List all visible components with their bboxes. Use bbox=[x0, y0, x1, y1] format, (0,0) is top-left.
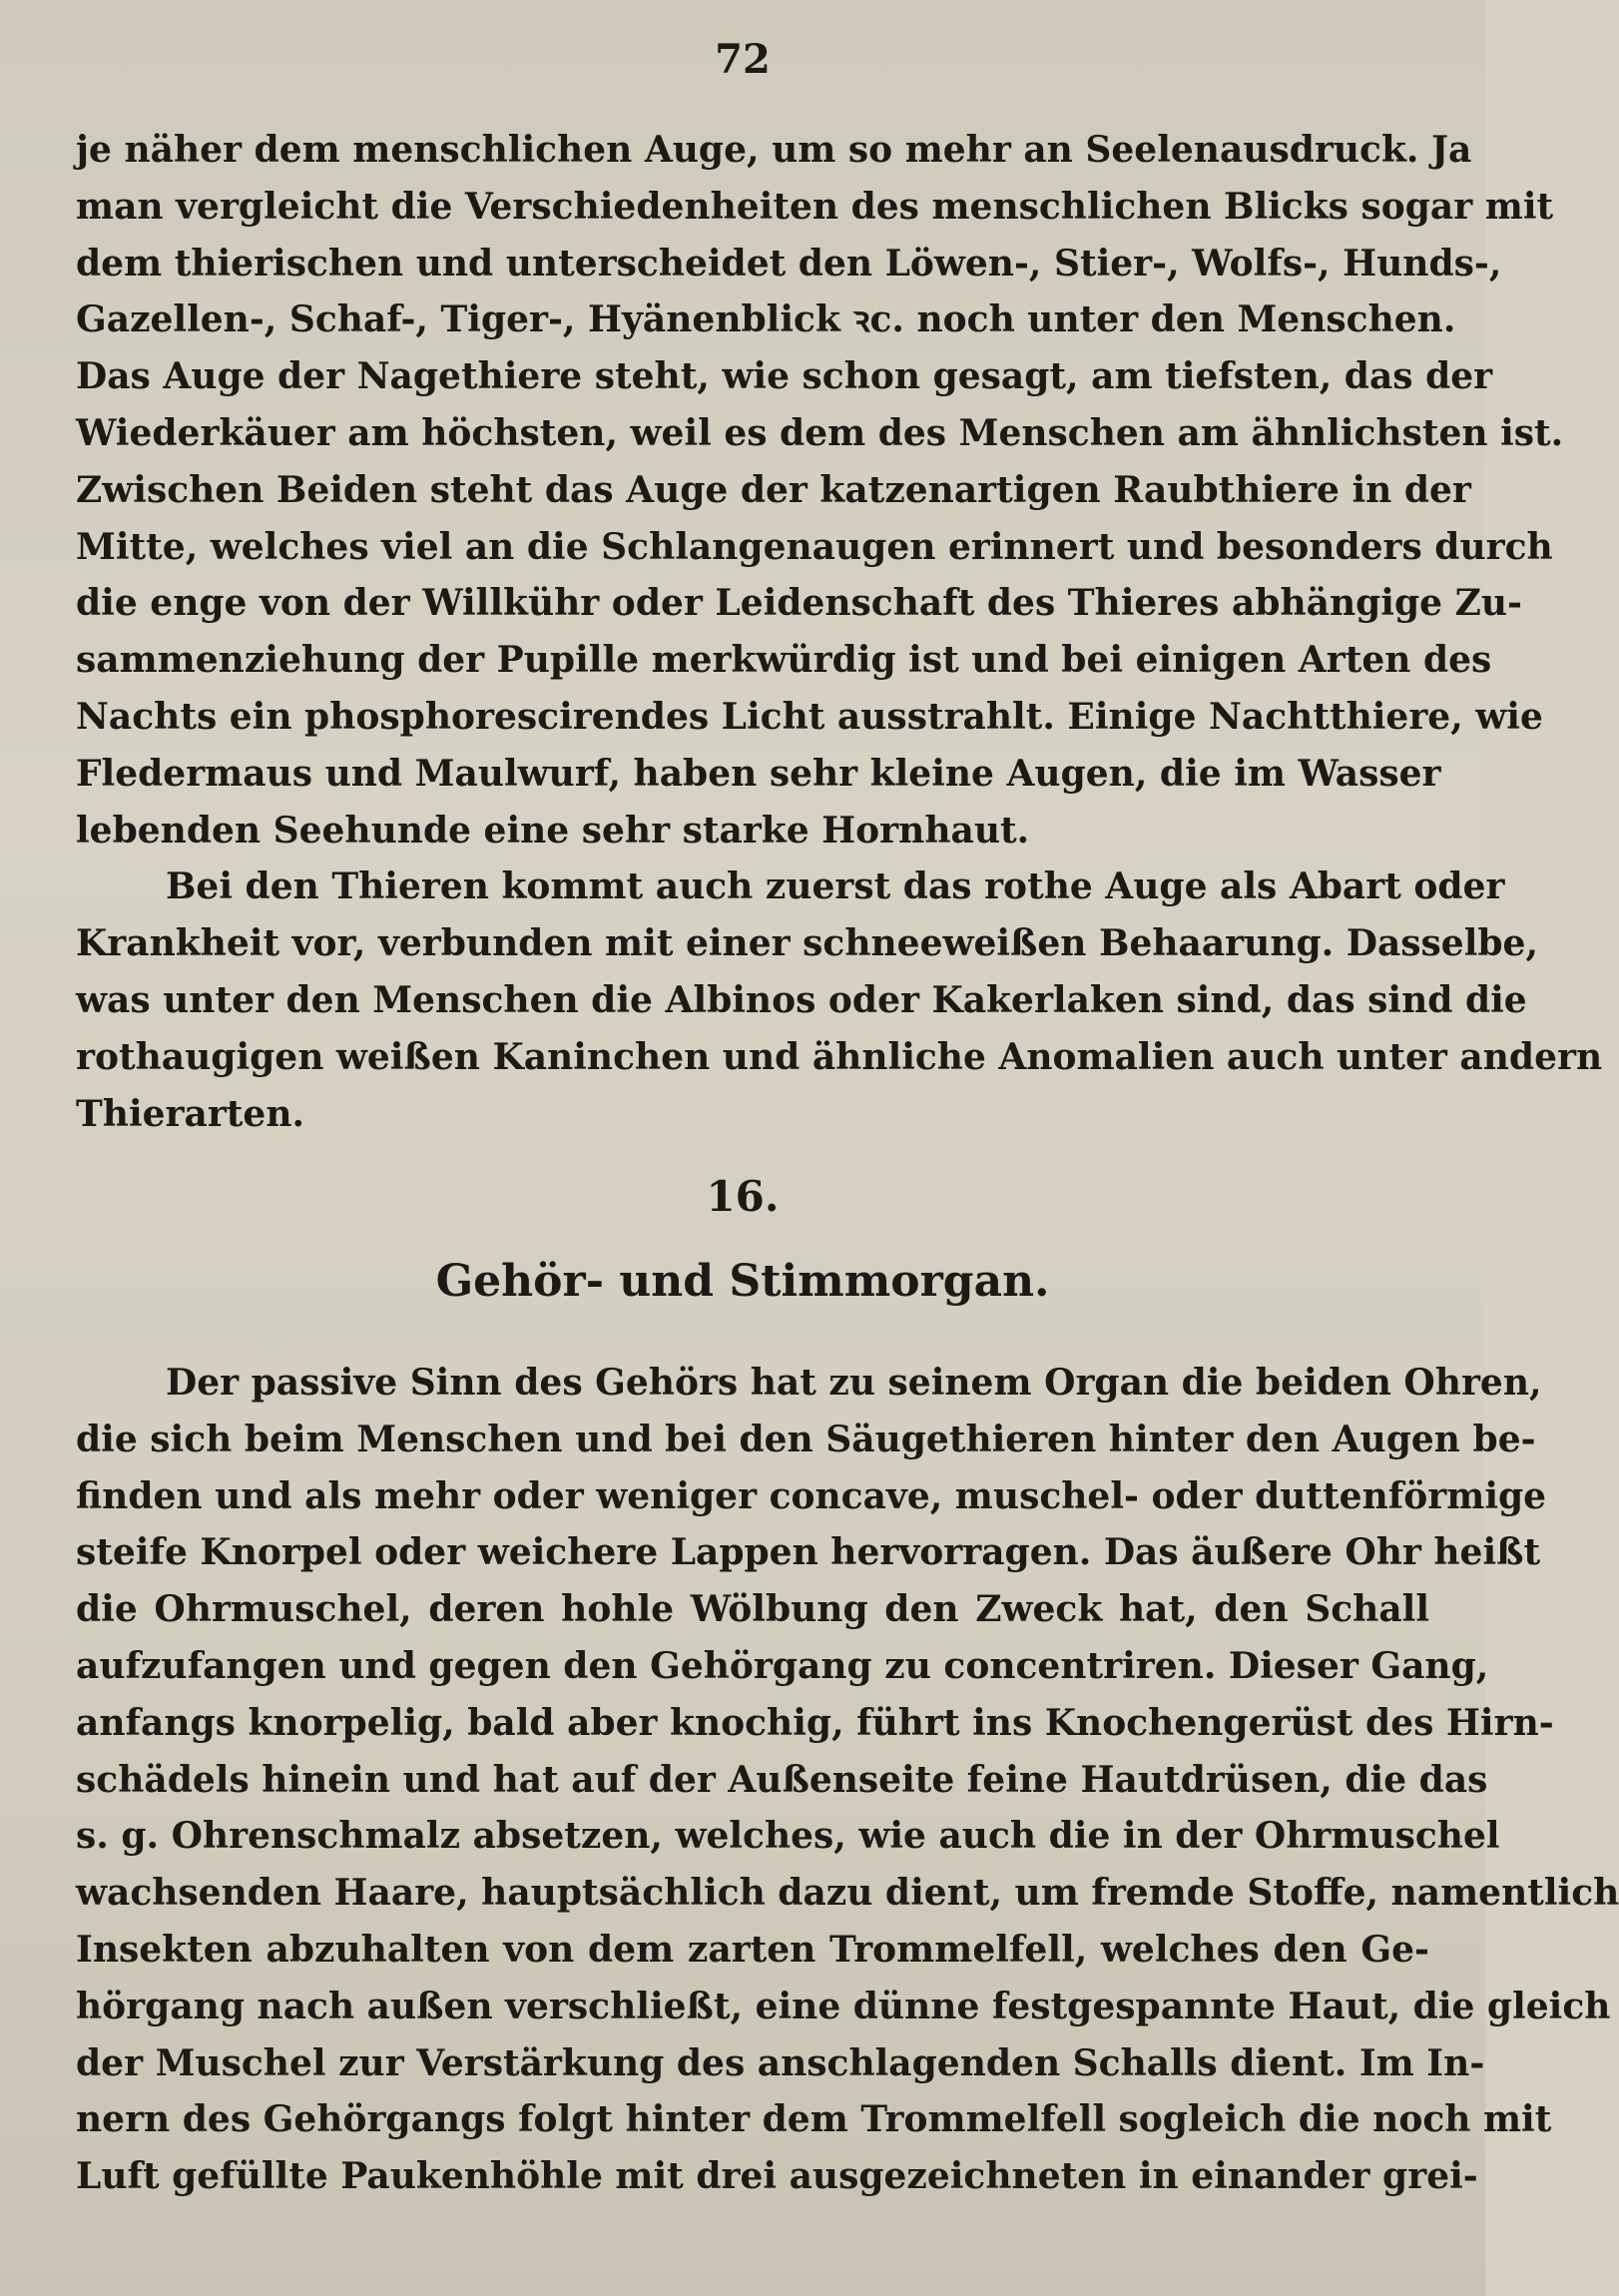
text-line: steife Knorpel oder weichere Lappen hervorragen. Das äußere Ohr heißt bbox=[76, 1531, 1541, 1574]
text-line: Nachts ein phosphorescirendes Licht ausstrahlt. Einige Nachtthiere, wie bbox=[76, 695, 1543, 738]
text-line: lebenden Seehunde eine sehr starke Hornhaut. bbox=[76, 809, 1030, 852]
text-line: Bei den Thieren kommt auch zuerst das rothe Auge als Abart oder bbox=[166, 865, 1505, 908]
text-line: finden und als mehr oder weniger concave, muschel- oder duttenförmige bbox=[76, 1474, 1547, 1517]
text-line: die sich beim Menschen und bei den Säugethieren hinter den Augen be- bbox=[76, 1418, 1536, 1460]
text-line: anfangs knorpelig, bald aber knochig, führt ins Knochengerüst des Hirn- bbox=[76, 1701, 1554, 1744]
text-line: dem thierischen und unterscheidet den Löwen-, Stier-, Wolfs-, Hunds-, bbox=[76, 242, 1502, 285]
text-block-lower bbox=[76, 1355, 1619, 2205]
paragraph-3 bbox=[76, 1355, 1619, 2205]
text-line: sammenziehung der Pupille merkwürdig ist und bei einigen Arten des bbox=[76, 639, 1492, 682]
text-block-upper bbox=[76, 122, 1603, 1142]
text-line: die Ohrmuschel, deren hohle Wölbung den Zweck hat, den Schall bbox=[76, 1588, 1429, 1631]
page-number: 72 bbox=[715, 36, 771, 83]
text-line: was unter den Menschen die Albinos oder Kakerlaken sind, das sind die bbox=[76, 978, 1527, 1021]
paragraph-2 bbox=[76, 859, 1603, 1142]
text-line: s. g. Ohrenschmalz absetzen, welches, wie auch die in der Ohrmuschel bbox=[76, 1815, 1500, 1858]
text-line: die enge von der Willkühr oder Leidenschaft des Thieres abhängige Zu- bbox=[76, 582, 1522, 625]
text-line: rothaugigen weißen Kaninchen und ähnliche Anomalien auch unter andern bbox=[76, 1035, 1603, 1078]
text-line: Das Auge der Nagethiere steht, wie schon gesagt, am tiefsten, das der bbox=[76, 355, 1493, 398]
text-line: wachsenden Haare, hauptsächlich dazu dient, um fremde Stoffe, namentlich bbox=[76, 1872, 1619, 1915]
text-line: je näher dem menschlichen Auge, um so mehr an Seelenausdruck. Ja bbox=[76, 129, 1472, 171]
text-line: Fledermaus und Maulwurf, haben sehr kleine Augen, die im Wasser bbox=[76, 752, 1441, 795]
text-line: aufzufangen und gegen den Gehörgang zu concentriren. Dieser Gang, bbox=[76, 1644, 1489, 1687]
text-line: man vergleicht die Verschiedenheiten des menschlichen Blicks sogar mit bbox=[76, 185, 1554, 228]
text-line: nern des Gehörgangs folgt hinter dem Trommelfell sogleich die noch mit bbox=[76, 2098, 1552, 2141]
paragraph-1 bbox=[76, 122, 1564, 859]
text-line: Luft gefüllte Paukenhöhle mit drei ausgezeichneten in einander grei- bbox=[76, 2155, 1478, 2198]
text-line: Mitte, welches viel an die Schlangenaugen erinnert und besonders durch bbox=[76, 525, 1553, 568]
section-title: Gehör- und Stimmorgan. bbox=[435, 1256, 1050, 1307]
text-line: hörgang nach außen verschließt, eine dünne festgespannte Haut, die gleich bbox=[76, 1985, 1611, 2027]
section-number: 16. bbox=[706, 1172, 780, 1221]
text-line: Thierarten. bbox=[76, 1092, 305, 1135]
text-line: Wiederkäuer am höchsten, weil es dem des Menschen am ähnlichsten ist. bbox=[76, 411, 1564, 454]
text-line: Krankheit vor, verbunden mit einer schneeweißen Behaarung. Dasselbe, bbox=[76, 922, 1538, 965]
text-line: der Muschel zur Verstärkung des anschlagenden Schalls dient. Im In- bbox=[76, 2041, 1485, 2084]
text-line: Der passive Sinn des Gehörs hat zu seinem Organ die beiden Ohren, bbox=[166, 1362, 1542, 1404]
text-line: schädels hinein und hat auf der Außenseite feine Hautdrüsen, die das bbox=[76, 1758, 1488, 1801]
text-line: Zwischen Beiden steht das Auge der katzenartigen Raubthiere in der bbox=[76, 468, 1471, 511]
text-line: Insekten abzuhalten von dem zarten Trommelfell, welches den Ge- bbox=[76, 1928, 1429, 1971]
text-line: Gazellen-, Schaf-, Tiger-, Hyänenblick ꝛc. noch unter den Menschen. bbox=[76, 298, 1456, 341]
